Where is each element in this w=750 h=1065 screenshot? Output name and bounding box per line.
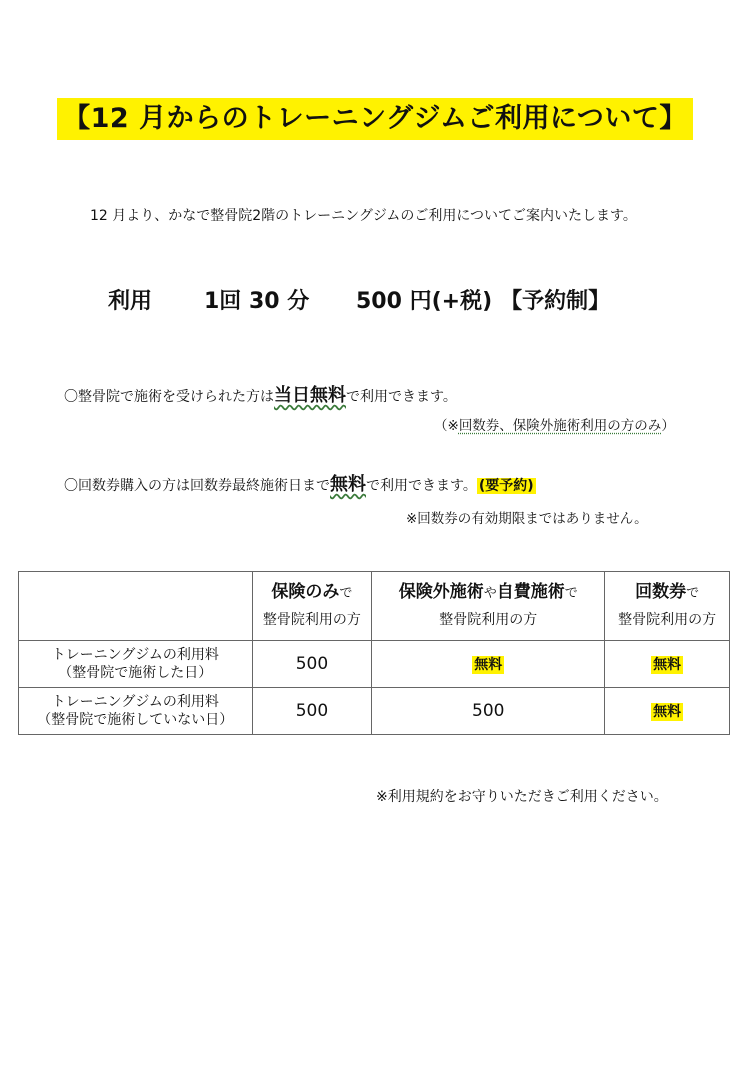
cell-free: 無料 — [474, 657, 503, 673]
row-label-line1: トレーニングジムの利用料 — [51, 647, 219, 663]
table-cell — [605, 688, 730, 735]
header-sub: 整骨院利用の方 — [262, 612, 361, 628]
price-table — [18, 571, 730, 735]
row-label-line1: トレーニングジムの利用料 — [51, 694, 219, 710]
row-label-line2: （整骨院で施術した日） — [58, 665, 213, 681]
table-header-self-pay — [372, 572, 605, 641]
header-main: 自費施術 — [496, 582, 565, 602]
header-suffix: で — [686, 586, 700, 601]
notice-1-note — [434, 414, 675, 434]
page-title: 【12 月からのトレーニングジムご利用について】 — [57, 98, 693, 140]
pricing-price: 500 円(+税) — [356, 289, 493, 314]
table-row — [19, 688, 730, 735]
header-suffix: や — [483, 586, 497, 601]
pricing-label: 利用 — [108, 289, 153, 314]
header-main: 保険のみ — [271, 582, 340, 602]
table-cell — [252, 688, 372, 735]
reservation-badge: (要予約) — [478, 478, 534, 494]
notice-1-prefix: 〇整骨院で施術を受けられた方は — [64, 389, 274, 405]
notice-2-prefix: 〇回数券購入の方は回数券最終施術日まで — [64, 478, 330, 494]
row-label — [19, 641, 253, 688]
cell-value: 500 — [295, 701, 329, 721]
title-wrap — [0, 98, 750, 140]
notice-1-suffix: で利用できます。 — [346, 389, 457, 405]
note-close: ） — [661, 418, 675, 434]
table-cell — [252, 641, 372, 688]
table-cell — [372, 641, 605, 688]
header-suffix: で — [339, 586, 353, 601]
notice-1 — [64, 381, 457, 407]
table-row — [19, 641, 730, 688]
header-sub: 整骨院利用の方 — [439, 612, 538, 628]
header-sub: 整骨院利用の方 — [618, 612, 717, 628]
header-suffix: で — [564, 586, 578, 601]
note-open: （※ — [434, 418, 459, 434]
notice-2 — [64, 470, 536, 496]
header-main: 回数券 — [635, 582, 687, 602]
pricing-reservation: 【予約制】 — [500, 289, 611, 314]
notice-2-emphasis: 無料 — [330, 474, 366, 495]
table-header-coupon — [605, 572, 730, 641]
cell-value: 500 — [295, 654, 329, 674]
notice-1-emphasis: 当日無料 — [274, 385, 346, 406]
cell-free: 無料 — [653, 657, 682, 673]
cell-value: 500 — [472, 701, 505, 721]
table-header-empty — [19, 572, 253, 641]
closing-note: ※利用規約をお守りいただきご利用ください。 — [376, 789, 668, 805]
intro-text: 12 月より、かなで整骨院2階のトレーニングジムのご利用についてご案内いたします。 — [90, 208, 637, 224]
table-cell — [605, 641, 730, 688]
notice-1-note-text: 回数券、保険外施術利用の方のみ — [458, 418, 662, 434]
row-label — [19, 688, 253, 735]
pricing-line — [108, 284, 610, 315]
pricing-duration: 1回 30 分 — [204, 289, 310, 314]
table-cell — [372, 688, 605, 735]
notice-2-suffix: で利用できます。 — [366, 478, 477, 494]
notice-2-note: ※回数券の有効期限まではありません。 — [406, 511, 648, 527]
header-main: 保険外施術 — [398, 582, 484, 602]
table-header-insurance — [252, 572, 372, 641]
row-label-line2: （整骨院で施術していない日） — [37, 712, 234, 728]
table-header-row — [19, 572, 730, 641]
cell-free: 無料 — [653, 704, 682, 720]
